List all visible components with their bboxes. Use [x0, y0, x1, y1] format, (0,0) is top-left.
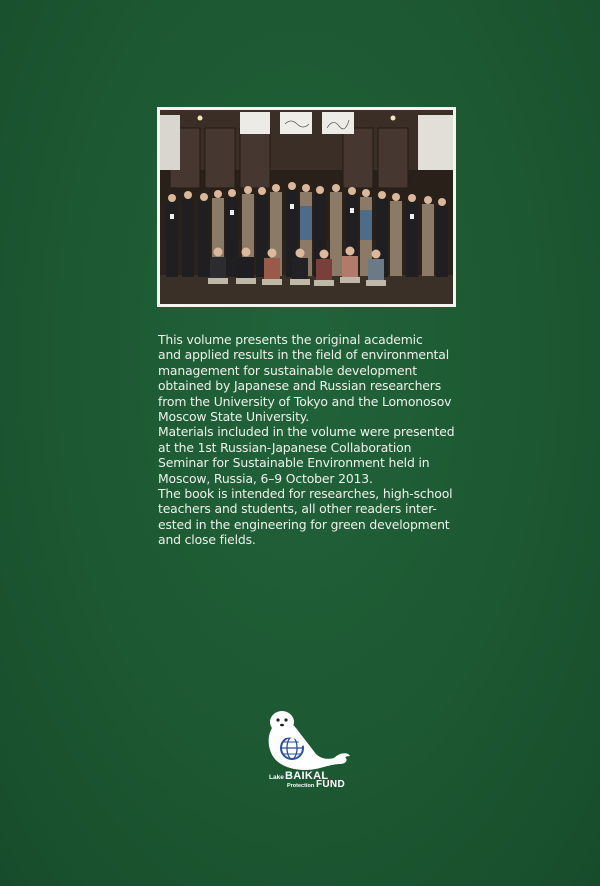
description-paragraph-1: This volume presents the original academic and applied results in the field of environmental management for sustainable development obtained by Japanese and Russian researchers from the University of Tokyo and the Lomonosov Moscow State University. — [158, 332, 452, 425]
logo-text-lake: Lake — [269, 774, 284, 781]
book-description — [158, 332, 458, 548]
group-photo-frame — [157, 107, 456, 307]
description-paragraph-2: Materials included in the volume were presented at the 1st Russian-Japanese Collaboration Seminar for Sustainable Environment held in Moscow, Russia, 6–9 October 2013. — [158, 424, 455, 486]
logo-text-fund: FUND — [316, 779, 345, 790]
description-paragraph-3: The book is intended for researches, high-school teachers and students, all other readers inter- ested in the engineering for green development and close fields. — [158, 486, 453, 548]
logo-text-protection: Protection — [287, 783, 315, 789]
group-photo — [160, 110, 453, 304]
logo-text-baikal: BAIKAL — [285, 770, 329, 782]
lake-baikal-fund-logo — [265, 770, 355, 794]
